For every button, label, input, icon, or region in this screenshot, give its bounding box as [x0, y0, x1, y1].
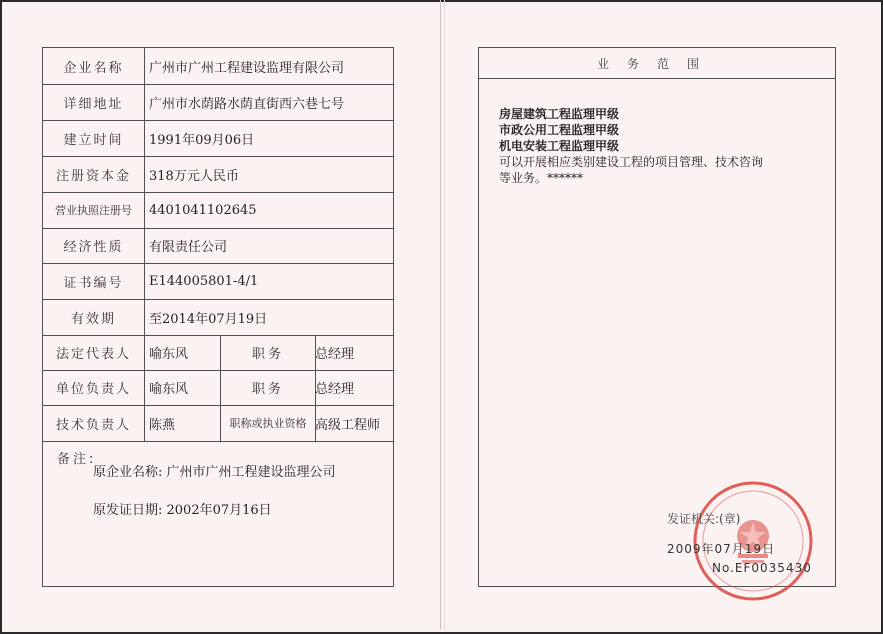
- certificate-serial: No.EF0035430: [712, 561, 812, 575]
- name-value: 陈燕: [149, 417, 176, 433]
- row-capital: [43, 156, 393, 193]
- value: 1991年09月06日: [149, 132, 255, 148]
- scope-description-cont: 等业务。******: [499, 171, 584, 185]
- label: 企业名称: [43, 48, 145, 84]
- scope-item: 市政公用工程监理甲级: [499, 123, 620, 137]
- row-license-no: [43, 192, 393, 229]
- row-economic-nature: [43, 228, 393, 264]
- row-cert-no: [43, 263, 393, 300]
- value: 广州市广州工程建设监理有限公司: [149, 60, 345, 76]
- title-label: 职务: [220, 335, 316, 370]
- row-company-name: [43, 48, 393, 85]
- notes-label: 备注:: [57, 452, 97, 467]
- center-fold-shadow: [444, 0, 445, 630]
- label: 注册资本金: [43, 156, 145, 192]
- title-value: 高级工程师: [315, 417, 381, 433]
- label: 建立时间: [43, 120, 145, 156]
- scope-item: 机电安装工程监理甲级: [499, 139, 620, 153]
- issuer-label: 发证机关:(章): [667, 512, 741, 526]
- name-value: 喻东风: [149, 347, 189, 362]
- label: 单位负责人: [43, 370, 145, 405]
- notes-former-date: 原发证日期: 2002年07月16日: [93, 503, 272, 518]
- value: 4401041102645: [149, 202, 257, 218]
- name-value: 喻东风: [149, 382, 189, 397]
- business-scope-text: [499, 106, 763, 186]
- company-info-table: [42, 47, 394, 587]
- label: 营业执照注册号: [43, 192, 145, 228]
- row-legal-rep: [43, 335, 393, 371]
- value: 318万元人民币: [149, 168, 239, 184]
- label: 有效期: [43, 299, 145, 335]
- issue-date: 2009年07月19日: [667, 542, 776, 556]
- title-value: 总经理: [315, 382, 355, 397]
- title-value: 总经理: [315, 347, 355, 362]
- row-address: [43, 84, 393, 121]
- notes-former-name: 原企业名称: 广州市广州工程建设监理公司: [93, 465, 336, 480]
- value: 至2014年07月19日: [149, 311, 268, 327]
- scope-item: 房屋建筑工程监理甲级: [499, 107, 620, 121]
- row-unit-head: [43, 370, 393, 406]
- label: 技术负责人: [43, 405, 145, 441]
- title-label: 职称或执业资格: [220, 405, 316, 441]
- value: 有限责任公司: [149, 240, 228, 255]
- scope-description: 可以开展相应类别建设工程的项目管理、技术咨询: [499, 155, 764, 169]
- label: 法定代表人: [43, 335, 145, 370]
- center-fold: [440, 0, 441, 630]
- value: E144005801-4/1: [149, 273, 259, 289]
- row-established: [43, 120, 393, 157]
- row-tech-head: [43, 405, 393, 442]
- label: 经济性质: [43, 228, 145, 263]
- label: 证书编号: [43, 263, 145, 299]
- value: 广州市水荫路水荫直街西六巷七号: [149, 96, 345, 112]
- title-label: 职务: [220, 370, 316, 405]
- business-scope-heading: 业务范围: [479, 48, 835, 79]
- label: 详细地址: [43, 84, 145, 120]
- row-validity: [43, 299, 393, 336]
